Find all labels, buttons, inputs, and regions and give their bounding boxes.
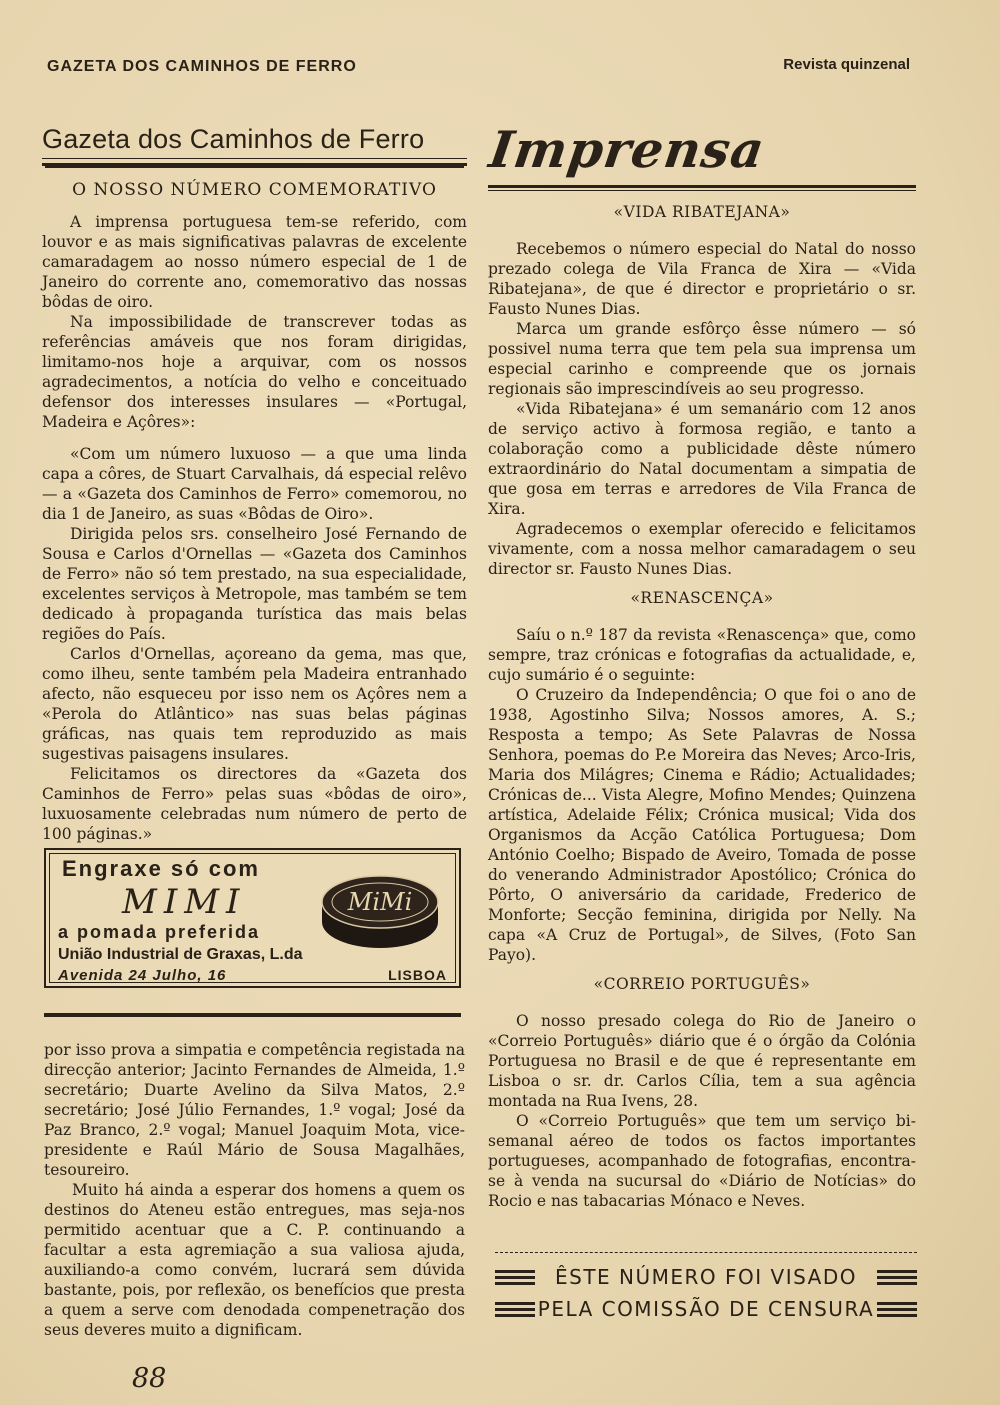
article-paragraph: Na impossibilidade de transcrever todas as referências amáveis que nos foram dirigidas, limitamo-nos hoje a arquivar, com os nossos agradecimentos, a notícia do velho e conceituado defensor dos interesses insulares — «Portugal, Madeira e Açôres»: <box>42 313 467 431</box>
article-paragraph: Recebemos o número especial do Natal do nosso prezado colega de Vila Franca de Xira — «Vida Ribatejana», de que é director e proprietário o sr. Fausto Nunes Dias. <box>488 240 916 318</box>
section-heading: «VIDA RIBATEJANA» <box>613 203 791 221</box>
bars-icon <box>877 1270 917 1285</box>
section-title: Imprensa <box>485 120 769 179</box>
bars-icon <box>495 1302 535 1317</box>
section-heading: «CORREIO PORTUGUÊS» <box>593 975 811 993</box>
article-paragraph: Muito há ainda a esperar dos homens a quem os destinos do Ateneu estão entregues, mas seja-nos permitido acentuar que a C. P. continuando a facultar a esta agremiação a sua valiosa ajuda, auxiliando-a como convém, lucrará sem dúvida bastante, pois, por reflexão, os benefícios que presta a quem a serve com denodada compenetração dos seus deveres muito a dignificam. <box>44 1181 465 1339</box>
bars-icon <box>495 1270 535 1285</box>
ad-slogan: a pomada preferida <box>58 922 261 942</box>
quote-paragraph: Carlos d'Ornellas, açoreano da gema, mas que, como ilheu, sente também pela Madeira entranhado afecto, não esqueceu por isso nem os Açôres nem a «Perola do Atlântico» nas suas belas páginas gráficas, nas quais tem reproduzido as mais sugestivas paisagens insulares. <box>42 645 467 763</box>
bars-icon <box>877 1302 917 1317</box>
ad-tagline: Engraxe só com <box>62 856 260 881</box>
censor-row <box>495 1297 917 1321</box>
right-column <box>485 120 916 1211</box>
censor-rule <box>495 1252 917 1253</box>
running-header-subtitle: Revista quinzenal <box>783 56 910 73</box>
masthead <box>42 124 467 166</box>
article-subheading: O NOSSO NÚMERO COMEMORATIVO <box>72 180 437 200</box>
article-paragraph: O «Correio Português» que tem um serviço bi-semanal aéreo de todos os factos importantes portugueses, acompanhado de fotografias, encontra-se à venda na sucursal do «Diário de Notícias» do Rocio e nas tabacarias Mónaco e Neves. <box>488 1112 916 1210</box>
masthead-text: Gazeta dos Caminhos de Ferro <box>42 124 467 159</box>
left-column <box>42 120 467 844</box>
tin-label: MiMi <box>347 888 413 916</box>
section-heading: «RENASCENÇA» <box>630 589 774 607</box>
censor-line-1: ÊSTE NÚMERO FOI VISADO <box>554 1265 857 1289</box>
ad-address: Avenida 24 Julho, 16 <box>58 967 227 984</box>
ad-brand: MIMI <box>122 882 247 922</box>
section-divider <box>44 1013 461 1017</box>
article-paragraph: A imprensa portuguesa tem-se referido, com louvor e as mais significativas palavras de excelente camaradagem ao nosso número especial de 1 de Janeiro do corrente ano, comemorativo das nossas bôdas de oiro. <box>42 213 467 311</box>
article-paragraph: O Cruzeiro da Independência; O que foi o ano de 1938, Agostinho Silva; Nossos amores, A. S.; Resposta a tempo; As Sete Palavras de Nossa Senhora, poemas do P.e Moreira das Neves; Arco-Iris, Maria dos Milágres; Cinema e Rádio; Actualidades; Crónicas de... Vista Alegre, Mofino Mendes; Quinzena artística, Adelaide Félix; Crónica musical; Vida dos Organismos da Acção Católica Portuguesa; Dom António Coelho; Bispado de Aveiro, Tomada de posse do venerando Administrador Apostólico; Crónica do Pôrto, O aniversário da caridade, Frederico de Monforte; Secção feminina, dirigida por Nelly. Na capa «A Cruz de Portugal», de Silves, (Foto San Payo). <box>488 686 916 964</box>
ad-company: União Industrial de Graxas, L.da <box>58 946 303 963</box>
article-paragraph: «Vida Ribatejana» é um semanário com 12 anos de serviço activo à formosa região, e tanto a colaboração como a publicidade dêste número extraordinário do Natal documentam a simpatia de que gosa em terras e arredores de Vila Franca de Xira. <box>488 400 916 518</box>
ad-city: LISBOA <box>388 967 447 983</box>
polish-tin-icon <box>318 862 443 954</box>
left-column-continuation <box>44 1040 465 1340</box>
censor-line-2: PELA COMISSÃO DE CENSURA <box>537 1297 875 1321</box>
censor-row <box>495 1265 917 1289</box>
censorship-notice <box>495 1252 917 1329</box>
article-paragraph: Saíu o n.º 187 da revista «Renascença» que, como sempre, traz crónicas e fotografias da actualidade, e, cujo sumário é o seguinte: <box>488 626 916 684</box>
page-number: 88 <box>132 1363 167 1394</box>
quote-paragraph: Felicitamos os directores da «Gazeta dos Caminhos de Ferro» pelas suas «bôdas de oiro», luxuosamente celebradas num número de perto de 100 páginas.» <box>42 765 467 843</box>
article-paragraph: O nosso presado colega do Rio de Janeiro o «Correio Português» diário que é o órgão da Colónia Portuguesa no Brasil e de que é representante em Lisboa o sr. dr. Carlos Cília, tem a sua agência montada na Rua Ivens, 28. <box>488 1012 916 1110</box>
running-header-title: GAZETA DOS CAMINHOS DE FERRO <box>47 58 357 75</box>
mimi-advertisement <box>44 848 461 988</box>
title-rule <box>488 185 916 191</box>
article-paragraph: Marca um grande esfôrço êsse número — só possivel numa terra que tem pela sua imprensa um especial carinho e compreende que os jornais regionais são imprescindíveis ao seu progresso. <box>488 320 916 398</box>
quote-paragraph: «Com um número luxuoso — a que uma linda capa a côres, de Stuart Carvalhais, dá especial relêvo — a «Gazeta dos Caminhos de Ferro» comemorou, no dia 1 de Janeiro, as suas «Bôdas de Oiro». <box>42 445 467 523</box>
article-paragraph: por isso prova a simpatia e competência registada na direcção anterior; Jacinto Fernandes de Almeida, 1.º secretário; Duarte Avelino da Silva Matos, 2.º secretário; José Júlio Fernandes, 1.º vogal; José da Paz Branco, 2.º vogal; Manuel Joaquim Mota, vice-presidente e Raúl Mário de Sousa Magalhães, tesoureiro. <box>44 1041 465 1179</box>
quote-paragraph: Dirigida pelos srs. conselheiro José Fernando de Sousa e Carlos d'Ornellas — «Gazeta dos Caminhos de Ferro» não só tem prestado, na sua especialidade, excelentes serviços à Metropole, mas também se tem dedicado à propaganda turística das mais belas regiões do País. <box>42 525 467 643</box>
article-paragraph: Agradecemos o exemplar oferecido e felicitamos vivamente, com a nossa melhor camaradagem o seu director sr. Fausto Nunes Dias. <box>488 520 916 578</box>
